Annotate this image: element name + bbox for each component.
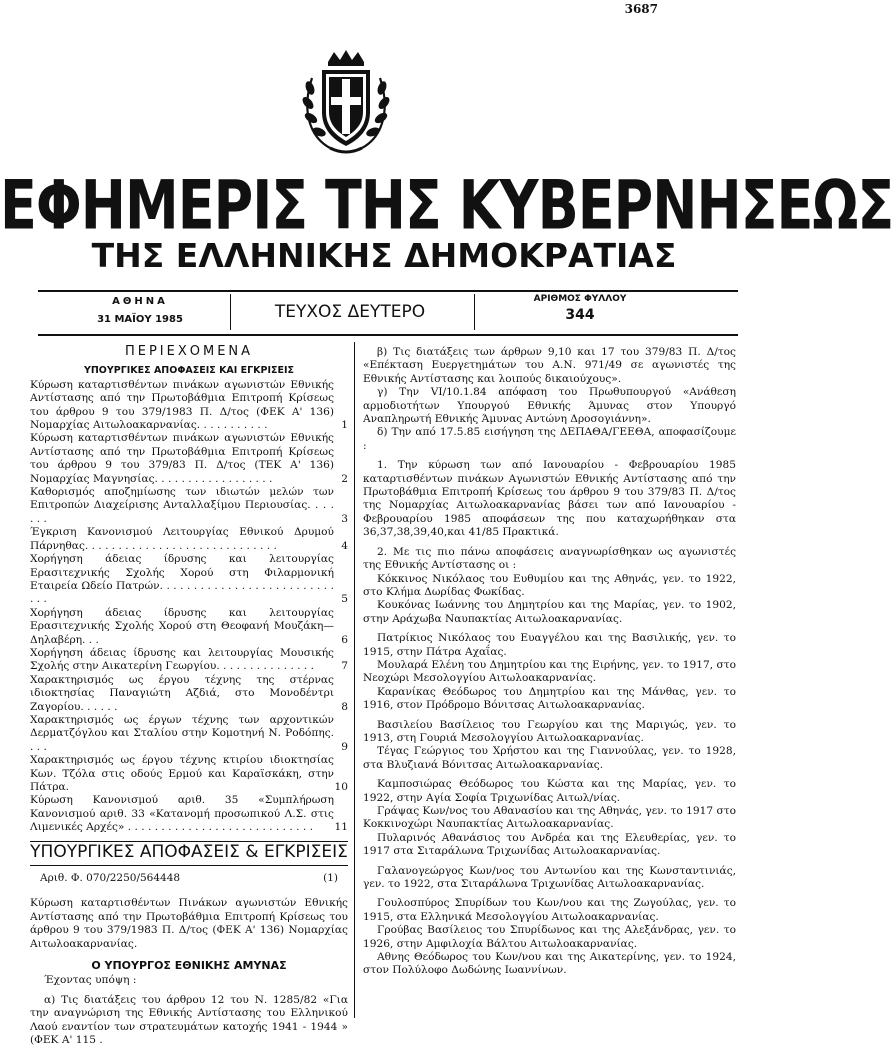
list-item: Γουλοσπύρος Σπυρίδων του Κων/νου και της Ζωγούλας, γεν. το 1915, στα Ελληνικά Μεσολογγίου Αιτωλοακαρνανίας. [363, 897, 736, 923]
decision-title: Κύρωση καταρτισθέντων Πινάκων αγωνιστών Εθνικής Αντίστασης από την Πρωτοβάθμια Επιτροπή Κρίσεως του άρθρου 9 του 379/1983 Π. Δ/τος (ΦΕΚ Α' 136) Νομαρχίας Αιτωλοακαρνανίας. [30, 897, 348, 950]
list-item: Κουκόνας Ιωάννης του Δημητρίου και της Μαρίας, γεν. το 1902, στην Αράχωβα Ναυπακτίας Αιτωλοακαρνανίας. [363, 599, 736, 625]
list-item: Γαλανογεώργος Κων/νος του Αντωνίου και της Κωνσταντινιάς, γεν. το 1922, στα Σιταράλωνα Τριχωνίδας Αιτωλοακαρνανίας. [363, 864, 736, 891]
list-item: Μουλαρά Ελένη του Δημητρίου και της Ειρήνης, γεν. το 1917, στο Νεοχώρι Μεσολογγίου Αιτωλοακαρνανίας. [363, 658, 736, 685]
left-column [30, 345, 348, 1048]
page-number: 3687 [624, 2, 658, 16]
header-top-rule [38, 290, 738, 292]
header-sheet-label: ΑΡΙΘΜΟΣ ΦΥΛΛΟΥ [533, 294, 627, 304]
clause-c: γ) Την VI/10.1.84 απόφαση του Πρωθυπουργού «Ανάθεση αρμοδιοτήτων Υπουργού Εθνικής Άμυνας στον Υπουργό Αναπληρωτή Εθνικής Άμυνας Αντώνη Δροσογιάννη». [363, 386, 736, 426]
point-1: 1. Την κύρωση των από Ιανουαρίου - Φεβρουαρίου 1985 καταρτισθέντων πινάκων Αγωνιστών Εθνικής Αντίστασης από την Πρωτοβάθμια Επιτροπή Κρίσεως του άρθρου 9 του 379/83 Π. Δ/τος της Νομαρχίας Αιτωλοακαρνανίας βάσει των από Ιανουαρίου - Φεβρουαρίου 1985 αποφάσεων της που καταχωρήθηκαν στα 36,37,38,39,40,και 41/85 Πρακτικά. [363, 459, 736, 539]
right-column [363, 346, 736, 978]
toc-item: Χορήγηση άδειας ίδρυσης και λειτουργίας Ερασιτεχνικής Σχολής Χορού στη Θεοφανή Μουζάκη—Δηλαβέρη. . . 6 [30, 606, 348, 646]
toc-item: Χορήγηση άδειας ίδρυσης και λειτουργίας Ερασιτεχνικής Σχολής Χορού στη Φιλαρμονική Εταιρεία Ωδείο Πατρών. . . . . . . . . . . . . . . . . . . . . . . . . . . . . 5 [30, 553, 348, 606]
header-date: 31 ΜΑΪΟΥ 1985 [97, 314, 183, 325]
toc-item: Χορήγηση άδειας ίδρυσης και λειτουργίας Μουσικής Σχολής στην Αικατερίνη Γεωργίου. . . . . . . . . . . . . . . 7 [30, 646, 348, 673]
contents-subheading: ΥΠΟΥΡΓΙΚΕΣ ΑΠΟΦΑΣΕΙΣ ΚΑΙ ΕΓΚΡΙΣΕΙΣ [83, 365, 295, 377]
toc-item: Κύρωση καταρτισθέντων πινάκων αγωνιστών Εθνικής Αντίστασης από την Πρωτοβάθμια Επιτροπή Κρίσεως του άρθρου 9 του 379/1983 Π. Δ/τος (ΦΕΚ Α' 136) Νομαρχίας Αιτωλοακαρνανίας. . . . . . . . . . . 1 [30, 378, 348, 432]
list-item: Πατρίκιος Νικόλαος του Ευαγγέλου και της Βασιλικής, γεν. το 1915, στην Πάτρα Αχαΐας. [363, 632, 736, 658]
clause-d: δ) Την από 17.5.85 εισήγηση της ΔΕΠΑΘΑ/ΓΕΕΘΑ, αποφασίζουμε : [363, 426, 736, 452]
decision-number: Αριθ. Φ. 070/2250/564448 (1) [40, 872, 338, 885]
list-item: Τέγας Γεώργιος του Χρήστου και της Γιαννούλας, γεν. το 1928, στα Βλυζιανά Βόνιτσας Αιτωλοακαρνανίας. [363, 745, 736, 771]
list-item: Γράψας Κων/νος του Αθανασίου και της Αθηνάς, γεν. το 1917 στο Κοκκινοχώρι Ναυπακτίας Αιτωλοακαρνανίας. [363, 805, 736, 831]
section-rule [30, 865, 348, 866]
header-sheet-number: 344 [565, 307, 595, 323]
header-issue: ΤΕΥΧΟΣ ΔΕΥΤΕΡΟ [274, 302, 426, 322]
column-divider [354, 342, 355, 1018]
clause-b: β) Τις διατάξεις των άρθρων 9,10 και 17 του 379/83 Π. Δ/τος «Επέκταση Ευεργετημάτων του Α.Ν. 971/49 σε αγωνιστές της Εθνικής Αντίστασης και λοιπούς δικαιούχους». [363, 346, 736, 385]
toc-item: Χαρακτηρισμός ως έργου τέχνης της στέρνας ιδιοκτησίας Παναγιώτη Αζδιά, στο Μονοδέντρι Ζαγορίου. . . . . . 8 [30, 673, 348, 713]
having-regard: Έχοντας υπόψη : [44, 974, 137, 987]
table-of-contents [30, 379, 348, 835]
clause-a: α) Τις διατάξεις του άρθρου 12 του Ν. 1285/82 «Για την αναγνώριση της Εθνικής Αντίστασης του Ελληνικού Λαού εναντίον των στρατευμάτων κατοχής 1941 - 1944 » (ΦΕΚ Α' 115 . [30, 993, 348, 1047]
toc-item: Κύρωση καταρτισθέντων πινάκων αγωνιστών Εθνικής Αντίστασης από την Πρωτοβάθμια Επιτροπή Κρίσεως του άρθρου 9 του 379/83 Π. Δ/τος (ΤΕΚ Α' 136) Νομαρχίας Μαγνησίας. . . . . . . . . . . . . . . . . . 2 [30, 432, 348, 485]
list-item: Πυλαρινός Αθανάσιος του Ανδρέα και της Ελευθερίας, γεν. το 1917 στα Σιταράλωνα Τριχωνίδας Αιτωλοακαρνανίας. [363, 831, 736, 858]
header-divider [230, 294, 231, 330]
toc-item: Χαρακτηρισμός ως έργου τέχνης κτιρίου ιδιοκτησίας Κων. Τζόλα στις οδούς Ερμού και Καραϊσκάκη, στην Πάτρα. 10 [30, 754, 348, 793]
toc-item: Κύρωση Κανονισμού αριθ. 35 «Συμπλήρωση Κανονισμού αριθ. 33 «Κατανομή προσωπικού Λ.Σ. στις Λιμενικές Αρχές» . . . . . . . . . . . . . . . . . . . . . . . . . . . . 11 [30, 794, 348, 834]
greek-coat-of-arms-emblem [300, 48, 392, 158]
list-item: Αθνης Θεόδωρος του Κων/νου και της Αικατερίνης, γεν. το 1924, στον Πολύλοφο Δωδώνης Ιωαννίνων. [363, 951, 736, 977]
contents-heading: ΠΕΡΙΕΧΟΜΕΝΑ [124, 344, 254, 359]
gazette-title: ΕΦΗΜΕΡΙΣ ΤΗΣ ΚΥΒΕΡΝΗΣΕΩΣ [0, 166, 893, 245]
decisions-heading: ΥΠΟΥΡΓΙΚΕΣ ΑΠΟΦΑΣΕΙΣ & ΕΓΚΡΙΣΕΙΣ [30, 841, 348, 862]
list-item: Καρανίκας Θεόδωρος του Δημητρίου και της Μάνθας, γεν. το 1916, στον Πρόδρομο Βόνιτσας Αιτωλοακαρνανίας. [363, 685, 736, 712]
point-2: 2. Με τις πιο πάνω αποφάσεις αναγνωρίσθηκαν ως αγωνιστές της Εθνικής Αντίστασης οι : [363, 545, 736, 572]
toc-item: Έγκριση Κανονισμού Λειτουργίας Εθνικού Δρυμού Πάρνηθας. . . . . . . . . . . . . . . . . . . . . . . . . . . . . 4 [30, 526, 348, 552]
minister-title: Ο ΥΠΟΥΡΓΟΣ ΕΘΝΙΚΗΣ ΑΜΥΝΑΣ [91, 959, 287, 973]
gazette-subtitle: ΤΗΣ ΕΛΛΗΝΙΚΗΣ ΔΗΜΟΚΡΑΤΙΑΣ [91, 236, 677, 275]
list-item: Κόκκινος Νικόλαος του Ευθυμίου και της Αθηνάς, γεν. το 1922, στο Κλήμα Δωρίδας Φωκίδας. [363, 572, 736, 598]
list-item: Βασιλείου Βασίλειος του Γεωργίου και της Μαριγώς, γεν. το 1913, στη Γουριά Μεσολογγίου Αιτωλοακαρνανίας. [363, 718, 736, 744]
list-item: Γρούβας Βασίλειος του Σπυρίδωνος και της Αλεξάνδρας, γεν. το 1926, στην Αμφιλοχία Βάλτου Αιτωλοακαρνανίας. [363, 924, 736, 950]
toc-item: Καθορισμός αποζημίωσης των ιδιωτών μελών των Επιτροπών Διαχείρισης Ανταλλαξίμου Περιουσίας. . . . . . . 3 [30, 486, 348, 525]
header-divider [474, 294, 475, 330]
toc-item: Χαρακτηρισμός ως έργων τέχνης των αρχοντικών Δερματζόγλου και Σταλίου στην Κομοτηνή Ν. Ροδόπης. . . . 9 [30, 713, 348, 753]
header-bottom-rule [38, 334, 738, 336]
header-city: ΑΘΗΝΑ [112, 296, 168, 307]
list-item: Καμποσιώρας Θεόδωρος του Κώστα και της Μαρίας, γεν. το 1922, στην Αγία Σοφία Τριχωνίδας Αιτωλ/νίας. [363, 778, 736, 804]
